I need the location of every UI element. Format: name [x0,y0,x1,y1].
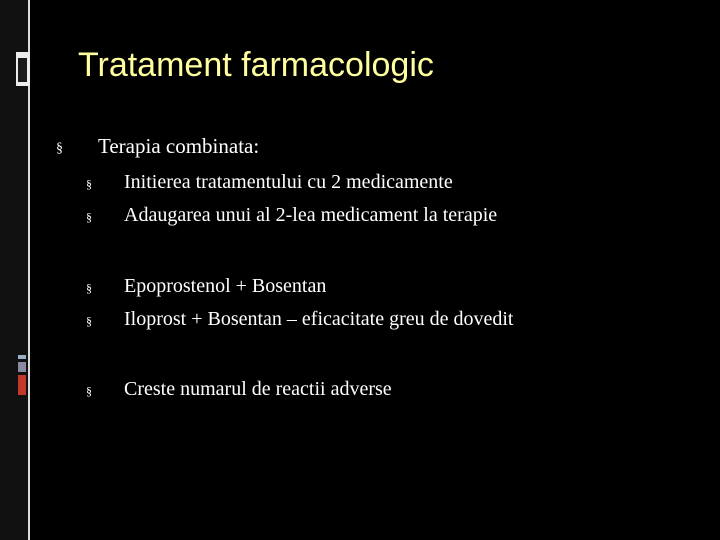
bullet-item [86,171,453,194]
bullet-item [86,275,327,298]
bullet-text: Terapia combinata: [98,134,260,158]
bullet-text: Initierea tratamentului cu 2 medicamente [124,171,453,193]
bullet-text: Adaugarea unui al 2-lea medicament la terapie [124,204,498,226]
bullet-icon: § [86,314,92,328]
decoration-stripe [18,362,26,372]
bullet-combination-therapy [56,134,260,159]
bullet-icon: § [56,141,63,156]
bullet-icon: § [86,384,92,398]
title-decoration-inner [18,58,27,82]
bullet-icon: § [86,177,92,191]
bullet-item [86,378,392,401]
decoration-stripe-red [18,375,26,395]
bullet-text: Epoprostenol + Bosentan [124,275,327,297]
bullet-text: Creste numarul de reactii adverse [124,378,392,400]
bullet-item [86,308,514,331]
bullet-icon: § [86,210,92,224]
bullet-icon: § [86,281,92,295]
decoration-stripe [18,355,26,359]
slide-title: Tratament farmacologic [78,46,434,84]
bullet-item [86,204,498,227]
bullet-text: Iloprost + Bosentan – eficacitate greu de dovedit [124,308,514,330]
